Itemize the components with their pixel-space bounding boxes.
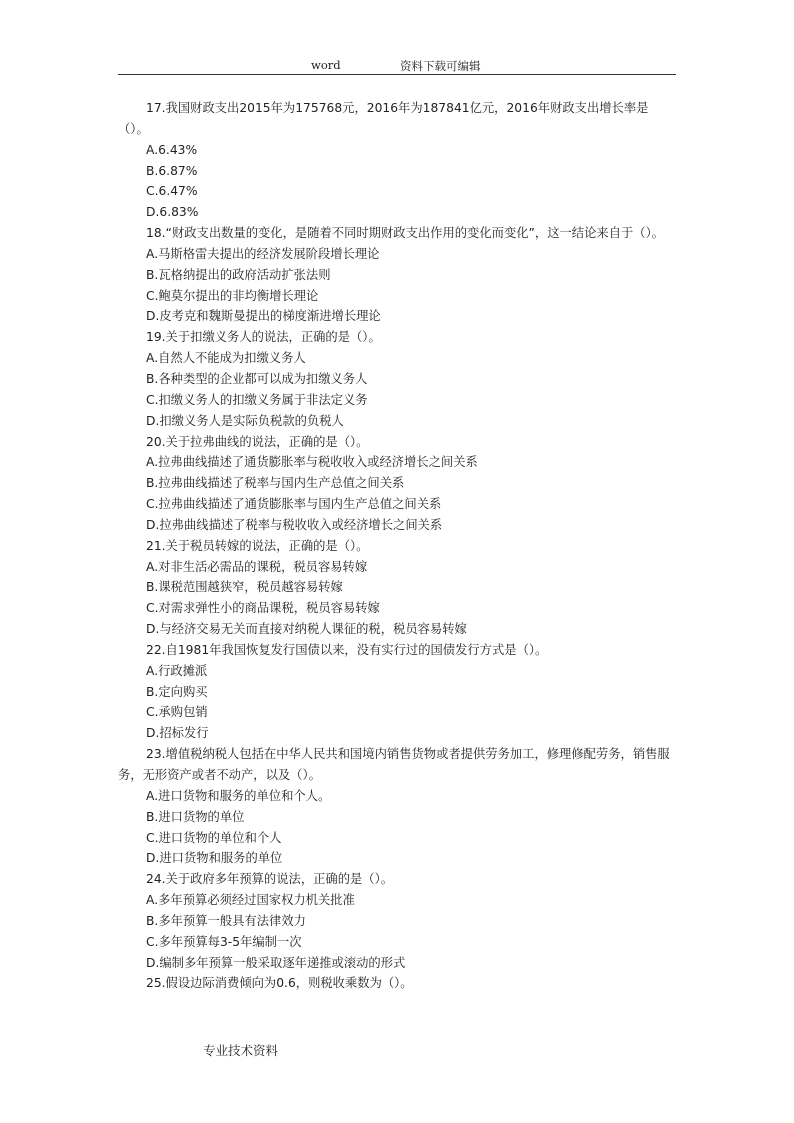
answer-option: C.多年预算每3-5年编制一次 [146, 934, 302, 949]
question-content [118, 98, 678, 994]
answer-option: D.扣缴义务人是实际负税款的负税人 [146, 413, 344, 428]
answer-option: A.拉弗曲线描述了通货膨胀率与税收收入或经济增长之间关系 [146, 455, 478, 470]
question-stem: 18.“财政支出数量的变化，是随着不同时期财政支出作用的变化而变化”，这一结论来自于（）。 [146, 226, 665, 241]
answer-option: B.定向购买 [146, 684, 208, 699]
answer-option: D.招标发行 [146, 726, 209, 741]
answer-option: B.拉弗曲线描述了税率与国内生产总值之间关系 [146, 476, 405, 491]
question-stem: 24.关于政府多年预算的说法，正确的是（）。 [146, 872, 394, 887]
answer-option: B.6.87% [146, 163, 198, 178]
question-stem: 22.自1981年我国恢复发行国债以来，没有实行过的国债发行方式是（）。 [146, 642, 548, 657]
answer-option: A.多年预算必须经过国家权力机关批准 [146, 893, 355, 908]
answer-option: D.6.83% [146, 205, 199, 220]
answer-option: B.各种类型的企业都可以成为扣缴义务人 [146, 371, 368, 386]
answer-option: A.6.43% [146, 142, 198, 157]
answer-option: B.课税范围越狭窄，税员越容易转嫁 [146, 580, 343, 595]
question-stem: 21.关于税员转嫁的说法，正确的是（）。 [146, 538, 369, 553]
answer-option: A.进口货物和服务的单位和个人。 [146, 788, 331, 803]
question-stem: 23.增值税纳税人包括在中华人民共和国境内销售货物或者提供劳务加工，修理修配劳务，销售服务，无形资产或者不动产，以及（）。 [118, 747, 670, 782]
answer-option: D.进口货物和服务的单位 [146, 851, 283, 866]
answer-option: A.行政摊派 [146, 663, 208, 678]
answer-option: C.承购包销 [146, 705, 208, 720]
question-stem: 20.关于拉弗曲线的说法，正确的是（）。 [146, 434, 369, 449]
answer-option: D.与经济交易无关而直接对纳税人课征的税，税员容易转嫁 [146, 622, 467, 637]
answer-option: C.对需求弹性小的商品课税，税员容易转嫁 [146, 601, 380, 616]
answer-option: C.鲍莫尔提出的非均衡增长理论 [146, 288, 319, 303]
question-stem: 17.我国财政支出2015年为175768元，2016年为187841亿元，2016年财政支出增长率是（）。 [118, 101, 649, 136]
answer-option: A.对非生活必需品的课税，税员容易转嫁 [146, 559, 368, 574]
answer-option: B.进口货物的单位 [146, 809, 245, 824]
header-word-label: word [311, 58, 341, 72]
answer-option: C.扣缴义务人的扣缴义务属于非法定义务 [146, 392, 368, 407]
answer-option: D.拉弗曲线描述了税率与税收收入或经济增长之间关系 [146, 517, 443, 532]
question-stem: 19.关于扣缴义务人的说法，正确的是（）。 [146, 330, 381, 345]
page-header [118, 58, 676, 75]
answer-option: D.皮考克和魏斯曼提出的梯度渐进增长理论 [146, 309, 381, 324]
answer-option: A.马斯格雷夫提出的经济发展阶段增长理论 [146, 246, 380, 261]
answer-option: B.多年预算一般具有法律效力 [146, 913, 306, 928]
answer-option: C.进口货物的单位和个人 [146, 830, 282, 845]
answer-option: C.拉弗曲线描述了通货膨胀率与国内生产总值之间关系 [146, 497, 442, 512]
answer-option: C.6.47% [146, 184, 198, 199]
question-stem: 25.假设边际消费倾向为0.6，则税收乘数为（）。 [146, 976, 413, 991]
answer-option: B.瓦格纳提出的政府活动扩张法则 [146, 267, 331, 282]
answer-option: D.编制多年预算一般采取逐年递推或滚动的形式 [146, 955, 406, 970]
answer-option: A.自然人不能成为扣缴义务人 [146, 351, 306, 366]
header-title: 资料下载可编辑 [400, 59, 481, 73]
page-footer: 专业技术资料 [203, 1043, 279, 1058]
